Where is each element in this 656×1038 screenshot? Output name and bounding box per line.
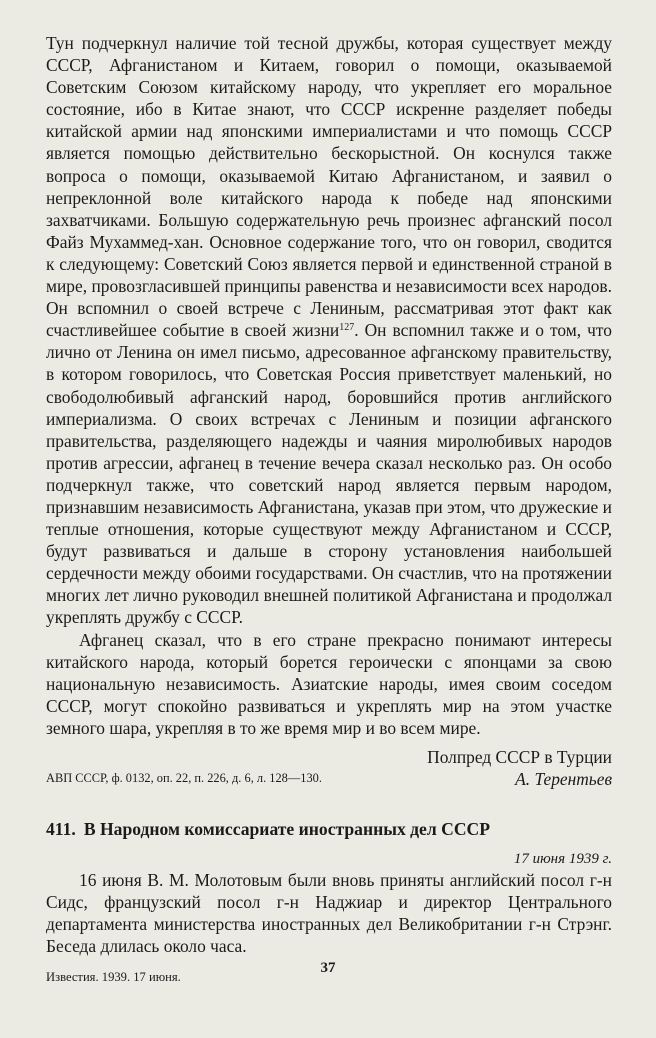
signature-title: Полпред СССР в Турции [427,747,612,767]
page-number: 37 [320,960,336,976]
document-page [46,32,612,985]
footnote-ref-127[interactable]: 127 [339,322,355,334]
signature-name: А. Терентьев [515,769,612,789]
document-heading-411 [46,818,612,840]
paragraph-1 [46,32,612,629]
document-411-source: Известия. 1939. 17 июня. [46,970,181,985]
document-title: В Народном комиссариате иностранных дел СССР [83,819,490,839]
document-411-body: 16 июня В. М. Молотовым были вновь приняты английский посол г-н Сидс, французский посол г-н Наджиар и директор Центрального департамента министерства иностранных дел Великобритании г-н Стрэнг. Беседа длилась около часа. [46,870,612,957]
document-date: 17 июня 1939 г. [513,851,612,867]
archive-source: АВП СССР, ф. 0132, оп. 22, п. 226, д. 6, л. 128—130. [46,771,322,785]
paragraph-1-text: Тун подчеркнул наличие той тесной дружбы, которая существует между СССР, Афганистаном и Китаем, говорил о помощи, оказываемой Советским Союзом китайскому народу, что укрепляет его моральное состояние, ибо в Китае знают, что СССР искренне разделяет победы китайской армии над японскими империалистами и что помощь СССР является помощью действительно бескорыстной. Он коснулся также вопроса о помощи, оказываемой Китаю Афганистаном, и заявил о непреклонной воле китайского народа к победе над японскими захватчиками. Большую содержательную речь произнес афганский посол Файз Мухаммед-хан. Основное содержание того, что он говорил, сводится к следующему: Советский Союз является первой и единственной страной в мире, провозгласившей принципы равенства и независимости всех народов. Он вспомнил о своей встрече с Лениным, рассматривая этот факт как счастливейшее событие в своей жизни [46,33,612,341]
paragraph-2: Афганец сказал, что в его стране прекрасно понимают интересы китайского народа, который борется героически с японцами за свою национальную независимость. Азиатские народы, имея своим соседом СССР, могут спокойно развиваться и укреплять мир на этом участке земного шара, укрепляя в то же время мир и во всем мире. [46,629,612,738]
document-number: 411. [46,819,76,839]
paragraph-1-tail: . Он вспомнил также и о том, что лично от Ленина он имел письмо, адресованное афганскому правительству, в котором говорилось, что Советская Россия приветствует маленький, но свободолюбивый афганский народ, боровшийся против английского империализма. О своих встречах с Лениным и позиции афганского правительства, разделяющего надежды и чаяния миролюбивых народов против агрессии, афганец в течение вечера сказал несколько раз. Он особо подчеркнул также, что советский народ является первым народом, признавшим независимость Афганистана, указав при этом, что дружеские и теплые отношения, которые существуют между Афганистаном и СССР, будут развиваться и дальше в сторону установления наибольшей сердечности между обоими государствами. Он счастлив, что на протяжении многих лет лично руководил внешней политикой Афганистана и продолжал укреплять дружбу с СССР. [46,320,612,628]
